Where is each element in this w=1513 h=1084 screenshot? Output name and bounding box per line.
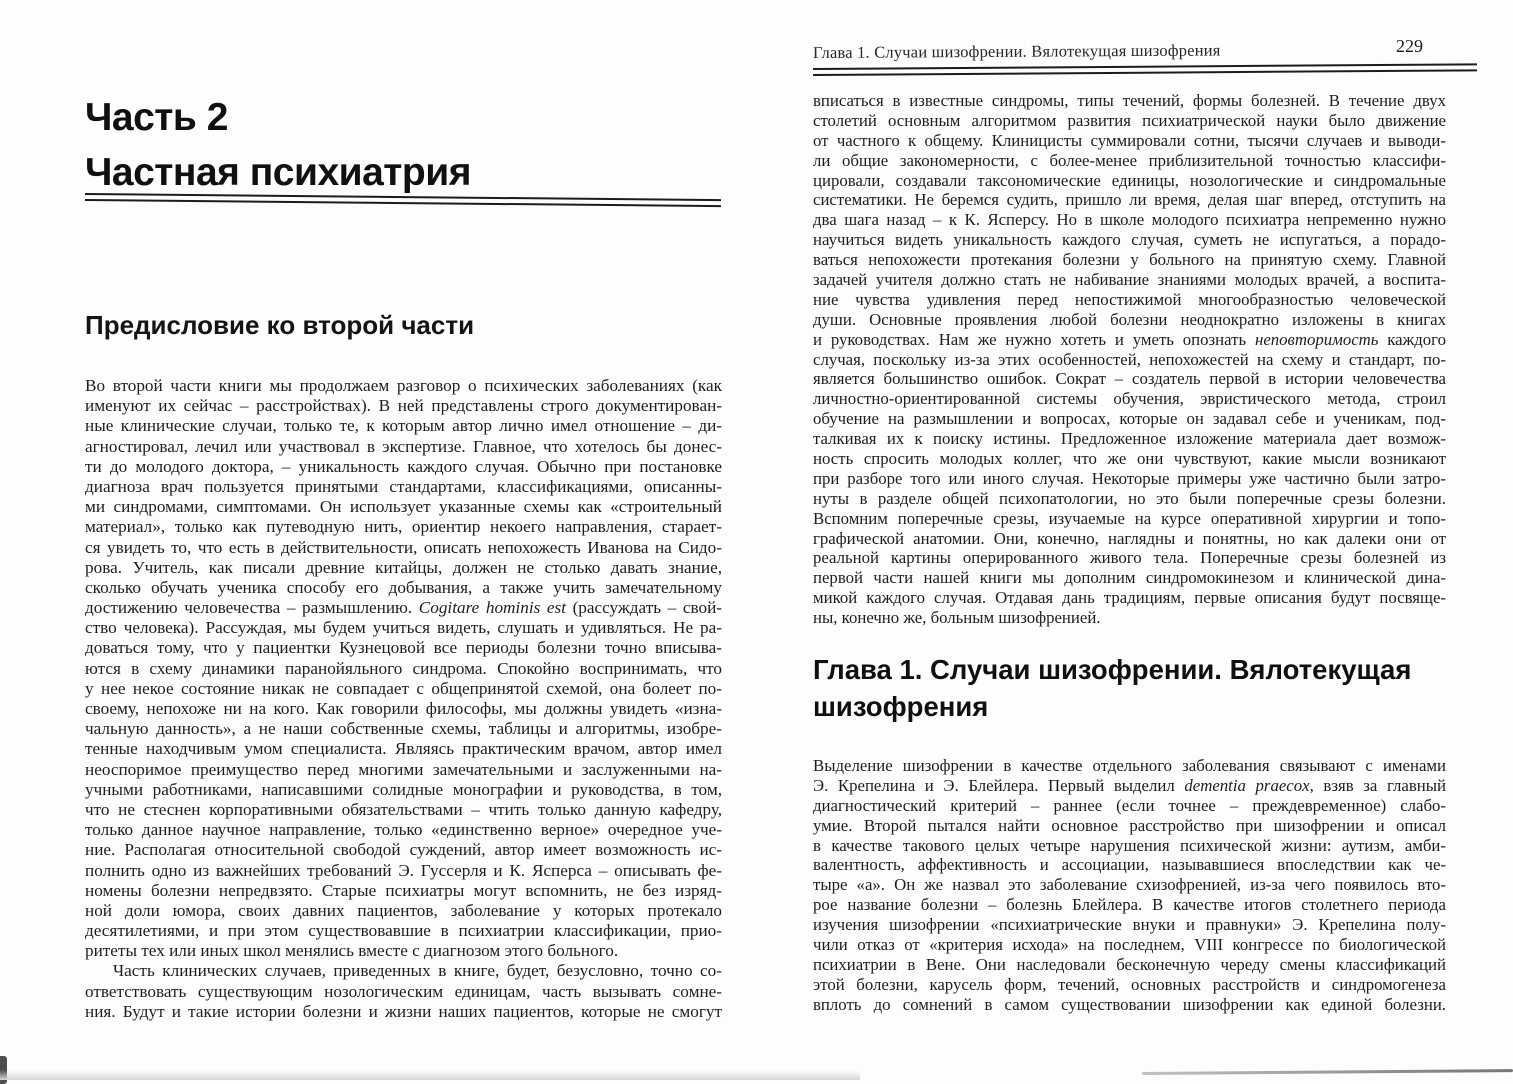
preface-paragraph-2	[85, 961, 722, 1022]
text-line: научиться видеть уникальность каждого случая, суметь не испугаться, а порадо-	[813, 230, 1446, 250]
text-line: только данное научное направление, только «единственно верное» очередное уче-	[85, 820, 722, 840]
text-line: случая, поскольку из-за этих особенностей, непохожестей на схему и стандарт, по-	[813, 349, 1446, 369]
text-line: психиатрии в Вене. Они наследовали бесконечную череду смены классификаций	[813, 954, 1446, 974]
text-line: ние. Располагая относительной свободой суждений, автор имеет возможность ис-	[85, 840, 722, 860]
text-line: Выделение шизофрении в качестве отдельного заболевания связывают с именами	[813, 756, 1446, 775]
text-line: ность спросить молодых коллег, что же они чувствуют, какие мысли возникают	[813, 449, 1446, 469]
text-line: ми синдромами, симптомами. Он использует указанные схемы как «строительный	[85, 497, 722, 517]
text-line: Во второй части книги мы продолжаем разговор о психических заболеваниях (как	[85, 376, 722, 395]
text-line: рое название болезни – болезнь Блейлера. В качестве итогов столетнего периода	[813, 895, 1446, 915]
text-line: столетий основным алгоритмом развития психиатрической науки было движение	[813, 110, 1446, 130]
part-title-line-1: Часть 2	[85, 96, 228, 139]
chapter-heading: Глава 1. Случаи шизофрении. Вялотекущая шизофрения	[813, 654, 1412, 722]
text-line: Часть клинических случаев, приведенных в книге, будет, безусловно, точно со-	[113, 961, 722, 981]
page-number: 229	[1396, 36, 1423, 56]
text-line: рова. Учитель, как писали древние китайцы, должен не столько давать знание,	[85, 557, 722, 577]
text-line: личностно-ориентированной системы обучения, эвристического метода, строил	[813, 389, 1446, 409]
text-line: диагностический критерий – раннее (если точнее – преждевременное) слабо-	[813, 795, 1446, 815]
text-line: неоспоримое преимущество перед многими замечательными и заслуженными на-	[85, 759, 722, 779]
chapter-body-paragraph	[813, 756, 1446, 1015]
running-header-divider	[813, 63, 1477, 76]
text-line: систематики. Не беремся судить, пришло ли время, делая шаг вперед, отступить на	[813, 190, 1446, 210]
preface-heading: Предисловие ко второй части	[85, 310, 475, 340]
text-line: достижению человечества – размышлению. Cogitare hominis est (рассуждать – свой-	[85, 598, 722, 618]
text-line: чальную данность», а не наши собственные схемы, таблицы и алгоритмы, изобре-	[85, 719, 722, 739]
text-line: талкивая их к поиску истины. Предложенное изложение материала дает возмож-	[813, 429, 1446, 449]
text-line: тенные находчивым умом специалиста. Являясь практическим врачом, автор имел	[85, 739, 722, 759]
chapter-intro-paragraph	[813, 91, 1446, 628]
text-line: ти до молодого доктора, – уникальность каждого случая. Обычно при постановке	[85, 456, 722, 476]
text-line: у нее некое состояние никак не совпадает с общепринятой схемой, она болеет по-	[85, 678, 722, 698]
page-edge-line	[1142, 1069, 1513, 1075]
text-line: ной доли юмора, своих давних пациентов, заболевание у которых протекало	[85, 900, 722, 920]
text-line: своему, непохоже ни на кого. Как говорили философы, мы должны увидеть «изна-	[85, 699, 722, 718]
text-line: ния. Будут и такие истории болезни и жизни наших пациентов, которые не смогут	[85, 1001, 722, 1021]
page-bottom-shadow	[0, 1070, 860, 1080]
text-line: души. Основные проявления любой болезни неоднократно изложены в книгах	[813, 309, 1446, 329]
text-line: чили отказ от «критерия исхода» на последнем, VIII конгрессе по биологической	[813, 935, 1446, 955]
text-line: ли общие закономерности, с более-менее приблизительной точностью классифи-	[813, 150, 1446, 170]
text-line: тыре «а». Он же назвал это заболевание схизофренией, из-за чего появилось вто-	[813, 875, 1446, 895]
text-line: в качестве такового целых четыре нарушения психической жизни: аутизм, амби-	[813, 835, 1446, 855]
text-line: номены болезни непредвзято. Старые психиатры могут вспомнить, не без изряд-	[85, 880, 722, 900]
text-line: является большинство ошибок. Сократ – создатель первой в истории человечества	[813, 369, 1446, 389]
text-line: ся увидеть то, что есть в действительности, описать непохожесть Иванова на Сидо-	[85, 537, 722, 557]
text-line: агностировал, лечил или участвовал в экспертизе. Главное, что хотелось бы донес-	[85, 436, 722, 456]
text-line: ваться непохожести протекания болезни у больного на принятую схему. Главной	[813, 250, 1446, 270]
text-line: Вспомним поперечные срезы, изучаемые на курсе оперативной хирургии и топо-	[813, 508, 1446, 528]
part-title	[85, 90, 745, 200]
text-line: микой каждого случая. Отдавая дань традициям, первые описания будут посвяще-	[813, 588, 1446, 608]
text-line: вплоть до сомнений в самом существовании шизофрении как единой болезни.	[813, 994, 1446, 1014]
text-line: валентность, аффективность и ассоциации, называвшиеся впоследствии как че-	[813, 855, 1446, 875]
text-line: умие. Второй пытался найти основное расстройство при шизофрении и описал	[813, 815, 1446, 835]
text-line: графической анатомии. Они, конечно, наглядны и понятны, но как далеки они от	[813, 528, 1446, 548]
text-line: сколько обучать ученика способу его добывания, а также учить замечательному	[85, 577, 722, 597]
text-line: реальной картины оперированного живого тела. Поперечные срезы болезней из	[813, 548, 1446, 568]
preface-paragraph-1	[85, 376, 722, 961]
text-line: нуты в разделе общей психопатологии, но это были поперечные срезы болезни.	[813, 488, 1446, 508]
text-line: и руководствах. Нам же нужно хотеть и уметь опознать неповторимость каждого	[813, 329, 1446, 349]
text-line: вписаться в известные синдромы, типы течений, формы болезней. В течение двух	[813, 91, 1446, 110]
text-line: десятилетиями, и при этом существовавшие в психиатрии классификации, прио-	[85, 921, 722, 941]
text-line: обучение на размышлении и вопросах, которые он задавал себе и ученикам, под-	[813, 409, 1446, 429]
running-header: Глава 1. Случаи шизофрении. Вялотекущая шизофрения	[812, 40, 1221, 62]
text-line: при разборе того или иного случая. Некоторые примеры уже частично были затро-	[813, 468, 1446, 488]
text-line: полнить одно из важнейших требований Э. Гуссерля и К. Ясперса – описывать фе-	[85, 860, 722, 880]
text-line: доваться тому, что у пациентки Кузнецовой все периоды болезни точно вписыва-	[85, 638, 722, 658]
text-line: ны, конечно же, больным шизофренией.	[813, 608, 1101, 628]
text-line: Э. Крепелина и Э. Блейлера. Первый выделил dementia praecox, взяв за главный	[813, 775, 1446, 795]
text-line: от частного к общему. Клиницисты суммировали сотни, тысячи случаев и выводи-	[813, 130, 1446, 150]
text-line: ние чувства удивления перед непостижимой многообразностью человеческой	[813, 289, 1446, 309]
text-line: изучения шизофрении «психиатрические внуки и правнуки» Э. Крепелина полу-	[813, 915, 1446, 935]
text-line: ство человека). Рассуждая, мы будем учиться видеть, слушать и удивляться. Не ра-	[85, 618, 722, 638]
text-line: первой части нашей книги мы дополним синдромокинезом и клинической дина-	[813, 568, 1446, 588]
text-line: материал», только как путеводную нить, ориентир некоего направления, старает-	[85, 517, 722, 537]
preface-body	[85, 376, 722, 1022]
text-line: цировали, создавали таксономические единицы, нозологические и синдромальные	[813, 170, 1446, 190]
text-line: этой болезни, карусель форм, течений, основных расстройств и синдромогенеза	[813, 974, 1446, 994]
text-line: ются в схему динамики паранойяльного синдрома. Спокойно воспринимать, что	[85, 658, 722, 678]
text-line: диагноза врач пользуется принятыми стандартами, классификациями, описанны-	[85, 476, 722, 496]
part-title-line-2: Частная психиатрия	[85, 151, 471, 194]
text-line: учными работниками, написавшими солидные монографии и руководства, в том,	[85, 779, 722, 799]
text-line: что не стеснен корпоративными обязательствами – чтить только данную кафедру,	[85, 799, 722, 819]
text-line: задачей учителя должно стать не набивание знаниями молодых врачей, а воспита-	[813, 270, 1446, 290]
text-line: ответствовать существующим нозологическим единицам, часть вызывать сомне-	[85, 981, 722, 1001]
text-line: именуют их сейчас – расстройствах). В ней представлены строго документирован-	[85, 396, 722, 416]
text-line: ные клинические случаи, только те, к которым автор лично имел отношение – ди-	[85, 416, 722, 436]
text-line: два шага назад – к К. Ясперсу. Но в школе молодого психиатра непременно нужно	[813, 210, 1446, 230]
text-line: ритеты тех или иных школ менялись вместе с диагнозом этого больного.	[85, 941, 619, 961]
